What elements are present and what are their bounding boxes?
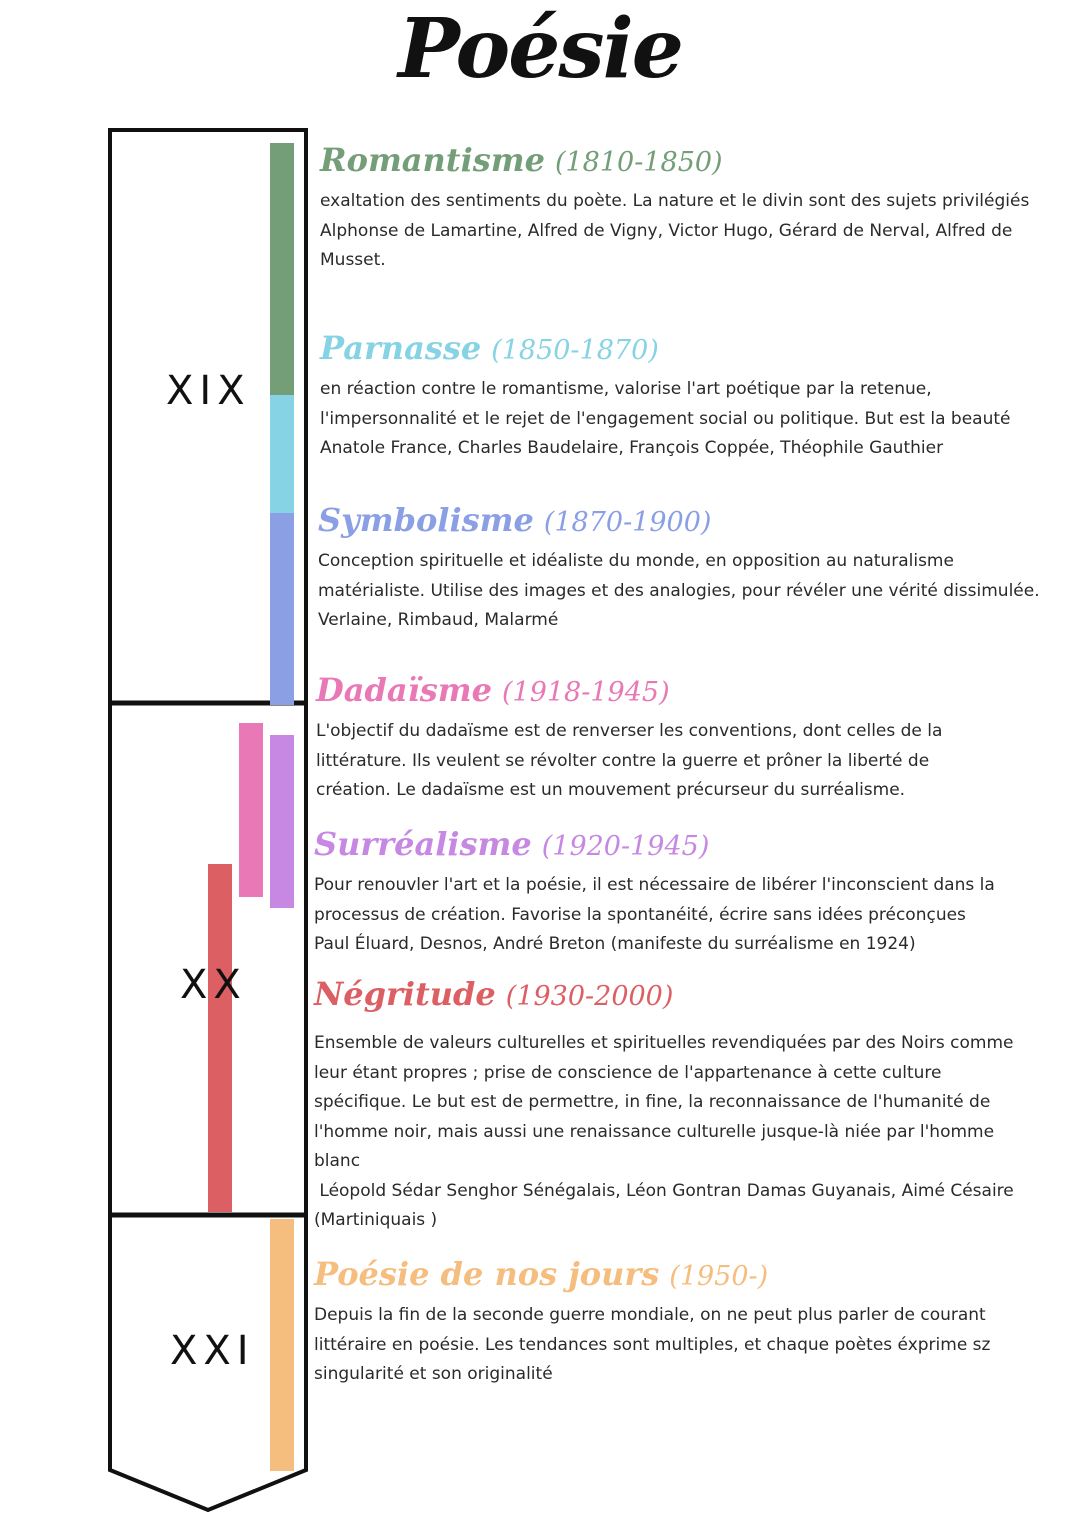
body-line: littéraire en poésie. Les tendances sont multiples, et chaque poètes éxprime sz xyxy=(314,1334,991,1355)
page-title: Poésie xyxy=(398,1,682,97)
movement-name: Symbolisme xyxy=(318,501,534,539)
section-parnasse xyxy=(320,326,1080,464)
bar-surrealisme xyxy=(270,735,294,908)
movement-dates: (1850-1870) xyxy=(491,335,659,366)
section-dadaisme xyxy=(316,668,1076,806)
body-line: L'objectif du dadaïsme est de renverser les conventions, dont celles de la xyxy=(316,721,943,741)
movement-dates: (1918-1945) xyxy=(501,677,670,708)
section-body xyxy=(314,871,1074,960)
section-romantisme xyxy=(320,138,1080,276)
movement-name: Négritude xyxy=(314,975,496,1013)
section-title xyxy=(318,498,1078,545)
section-title xyxy=(320,138,1080,185)
body-line: leur étant propres ; prise de conscience de l'appartenance à cette culture xyxy=(314,1062,942,1083)
bar-dadaisme xyxy=(239,723,263,897)
section-title xyxy=(314,1252,1074,1299)
body-line: Léopold Sédar Senghor Sénégalais, Léon Gontran Damas Guyanais, Aimé Césaire xyxy=(314,1180,1014,1201)
section-body xyxy=(314,1301,1074,1390)
section-poesie-de-nos-jours xyxy=(314,1252,1074,1390)
movement-name: Parnasse xyxy=(320,329,482,367)
body-line: Alphonse de Lamartine, Alfred de Vigny, Victor Hugo, Gérard de Nerval, Alfred de xyxy=(320,220,1013,241)
section-body xyxy=(314,1029,1074,1236)
century-label-xx: XX xyxy=(180,962,247,1008)
section-body xyxy=(320,187,1080,276)
movement-dates: (1920-1945) xyxy=(541,831,710,862)
movement-dates: (1870-1900) xyxy=(543,507,712,538)
section-body xyxy=(320,375,1080,464)
section-surrealisme xyxy=(314,822,1074,960)
body-line: (Martiniquais ) xyxy=(314,1210,438,1230)
body-line: Depuis la fin de la seconde guerre mondiale, on ne peut plus parler de courant xyxy=(314,1305,986,1325)
body-line: blanc xyxy=(314,1151,361,1171)
body-line: Conception spirituelle et idéaliste du monde, en opposition au naturalisme xyxy=(318,551,954,571)
body-line: Ensemble de valeurs culturelles et spirituelles revendiquées par des Noirs comme xyxy=(314,1033,1014,1053)
bar-romantisme xyxy=(270,143,294,395)
movement-dates: (1930-2000) xyxy=(505,981,674,1012)
body-line: matérialiste. Utilise des images et des analogies, pour révéler une vérité dissimulée. xyxy=(318,580,1040,601)
movement-name: Surréalisme xyxy=(314,825,532,863)
section-body xyxy=(316,717,1076,806)
body-line: singularité et son originalité xyxy=(314,1364,553,1384)
bar-symbolisme xyxy=(270,513,294,705)
section-body xyxy=(318,547,1078,636)
century-label-xxi: XXI xyxy=(170,1328,255,1374)
century-label-xix: XIX xyxy=(166,368,251,414)
body-line: création. Le dadaïsme est un mouvement précurseur du surréalisme. xyxy=(316,780,906,800)
body-line: Paul Éluard, Desnos, André Breton (manifeste du surréalisme en 1924) xyxy=(314,934,916,954)
movement-dates: (1950-) xyxy=(669,1261,769,1292)
body-line: Verlaine, Rimbaud, Malarmé xyxy=(318,610,559,630)
body-line: Anatole France, Charles Baudelaire, François Coppée, Théophile Gauthier xyxy=(320,438,944,458)
body-line: Pour renouvler l'art et la poésie, il est nécessaire de libérer l'inconscient dans la xyxy=(314,875,995,895)
body-line: processus de création. Favorise la spontanéité, écrire sans idées préconçues xyxy=(314,904,966,925)
bar-negritude xyxy=(208,864,232,1212)
body-line: en réaction contre le romantisme, valorise l'art poétique par la retenue, xyxy=(320,379,932,399)
section-symbolisme xyxy=(318,498,1078,636)
bar-parnasse xyxy=(270,395,294,513)
bar-poesie-de-nos-jours xyxy=(270,1219,294,1471)
movement-dates: (1810-1850) xyxy=(554,147,723,178)
section-title xyxy=(320,326,1080,373)
body-line: spécifique. Le but est de permettre, in fine, la reconnaissance de l'humanité de xyxy=(314,1092,991,1112)
section-title xyxy=(314,972,1074,1019)
movement-name: Dadaïsme xyxy=(316,671,492,709)
body-line: l'impersonnalité et le rejet de l'engagement social ou politique. But est la beauté xyxy=(320,408,1011,429)
body-line: littérature. Ils veulent se révolter contre la guerre et prôner la liberté de xyxy=(316,750,930,771)
section-title xyxy=(316,668,1076,715)
section-negritude xyxy=(314,972,1074,1236)
body-line: Musset. xyxy=(320,250,386,270)
section-title xyxy=(314,822,1074,869)
body-line: exaltation des sentiments du poète. La nature et le divin sont des sujets privilégiés xyxy=(320,191,1030,211)
movement-name: Romantisme xyxy=(320,141,545,179)
movement-name: Poésie de nos jours xyxy=(314,1255,660,1293)
body-line: l'homme noir, mais aussi une renaissance culturelle jusque-là niée par l'homme xyxy=(314,1121,995,1142)
